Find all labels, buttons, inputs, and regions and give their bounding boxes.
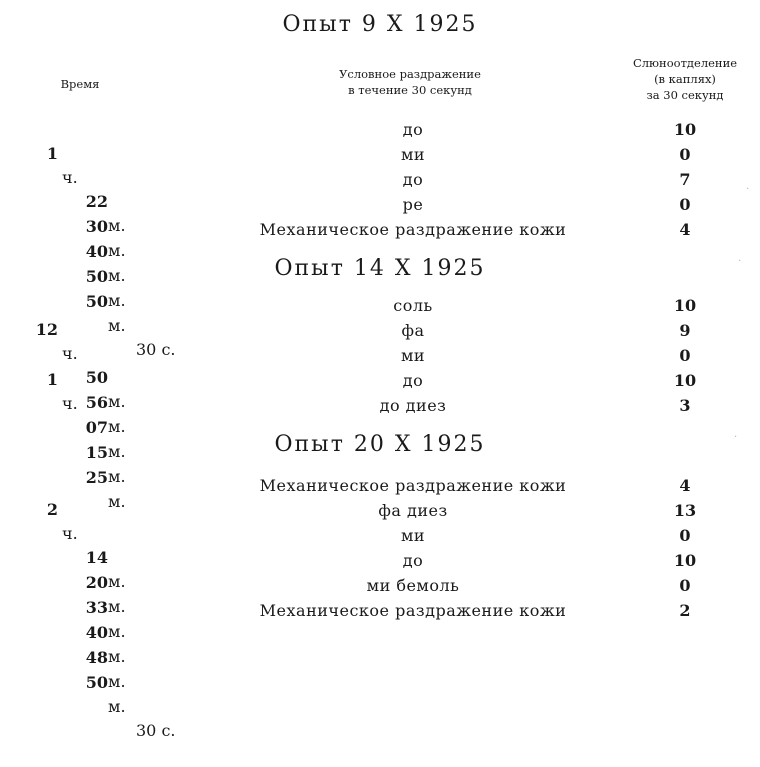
minute-value: 20: [85, 573, 108, 592]
stimulus-cell: до: [402, 371, 424, 390]
stimulus-cell: ми: [400, 526, 426, 545]
drops-cell: 0: [679, 195, 691, 214]
time-cell: [0, 599, 200, 767]
minute-unit: м.: [108, 672, 126, 691]
scan-speck: ·: [746, 184, 750, 195]
minute-value: 40: [85, 623, 108, 642]
minute-value: 48: [85, 648, 108, 667]
minute-value: 40: [85, 242, 108, 261]
drops-cell: 10: [673, 371, 697, 390]
minute-unit: м.: [108, 291, 126, 310]
hour-unit: ч.: [62, 168, 78, 187]
stimulus-cell: ми: [400, 346, 426, 365]
hour-unit: ч.: [62, 524, 78, 543]
drops-cell: 7: [679, 170, 691, 189]
minute-value: 15: [85, 443, 108, 462]
minute-unit: м.: [108, 572, 126, 591]
minute-value: 50: [85, 292, 108, 311]
stimulus-cell: ми: [400, 145, 426, 164]
drops-cell: 4: [679, 220, 691, 239]
time-column-header: Время: [60, 77, 100, 91]
drops-cell: 9: [679, 321, 691, 340]
minute-value: 14: [85, 548, 108, 567]
minute-value: 30: [85, 217, 108, 236]
drops-cell: 2: [679, 601, 691, 620]
scan-speck: ·: [738, 256, 742, 267]
drops-cell: 10: [673, 551, 697, 570]
stimulus-cell: ми бемоль: [366, 576, 460, 595]
drops-header-line: (в каплях): [654, 72, 716, 86]
second-value: 30 с.: [136, 721, 176, 740]
stimulus-cell: соль: [393, 296, 433, 315]
minute-value: 25: [85, 468, 108, 487]
stimulus-cell: до: [402, 120, 424, 139]
stimulus-cell: ре: [402, 195, 424, 214]
drops-cell: 0: [679, 145, 691, 164]
hour-value: 1: [46, 144, 58, 163]
stimulus-column-header: [290, 66, 530, 98]
drops-cell: 3: [679, 396, 691, 415]
minute-value: 50: [85, 673, 108, 692]
minute-value: 56: [85, 393, 108, 412]
minute-unit: м.: [108, 697, 126, 716]
minute-value: 50: [85, 267, 108, 286]
stimulus-cell: фа диез: [378, 501, 448, 520]
minute-unit: м.: [108, 622, 126, 641]
stimulus-header-line: в течение 30 секунд: [348, 83, 472, 97]
minute-value: 07: [85, 418, 108, 437]
minute-unit: м.: [108, 467, 126, 486]
minute-value: 50: [85, 368, 108, 387]
hour-unit: ч.: [62, 344, 78, 363]
minute-unit: м.: [108, 216, 126, 235]
stimulus-cell: фа: [401, 321, 425, 340]
drops-header-line: Слюноотделение: [632, 56, 738, 70]
experiment-title: Опыт 14 X 1925: [274, 256, 486, 281]
scan-speck: ·: [734, 432, 738, 443]
drops-column-header: [600, 55, 760, 103]
minute-value: 33: [85, 598, 108, 617]
drops-cell: 0: [679, 526, 691, 545]
stimulus-header-line: Условное раздражение: [339, 67, 481, 81]
drops-cell: 13: [673, 501, 697, 520]
drops-header-line: за 30 секунд: [646, 88, 724, 102]
minute-value: 22: [85, 192, 108, 211]
minute-unit: м.: [108, 597, 126, 616]
hour-unit: ч.: [62, 394, 78, 413]
minute-unit: м.: [108, 241, 126, 260]
drops-cell: 10: [673, 296, 697, 315]
minute-unit: м.: [108, 647, 126, 666]
stimulus-cell: Механическое раздражение кожи: [259, 601, 567, 620]
drops-cell: 0: [679, 576, 691, 595]
minute-unit: м.: [108, 266, 126, 285]
stimulus-cell: Механическое раздражение кожи: [259, 220, 567, 239]
hour-value: 12: [35, 320, 58, 339]
second-value: 30 с.: [136, 340, 176, 359]
minute-unit: м.: [108, 492, 126, 511]
minute-unit: м.: [108, 392, 126, 411]
stimulus-cell: Механическое раздражение кожи: [259, 476, 567, 495]
minute-unit: м.: [108, 417, 126, 436]
stimulus-cell: до: [402, 551, 424, 570]
experiment-title: Опыт 9 X 1925: [282, 12, 478, 37]
minute-unit: м.: [108, 442, 126, 461]
hour-value: 1: [46, 370, 58, 389]
drops-cell: 0: [679, 346, 691, 365]
stimulus-cell: до: [402, 170, 424, 189]
minute-unit: м.: [108, 316, 126, 335]
hour-value: 2: [46, 500, 58, 519]
stimulus-cell: до диез: [379, 396, 447, 415]
drops-cell: 4: [679, 476, 691, 495]
experiment-title: Опыт 20 X 1925: [274, 432, 486, 457]
drops-cell: 10: [673, 120, 697, 139]
